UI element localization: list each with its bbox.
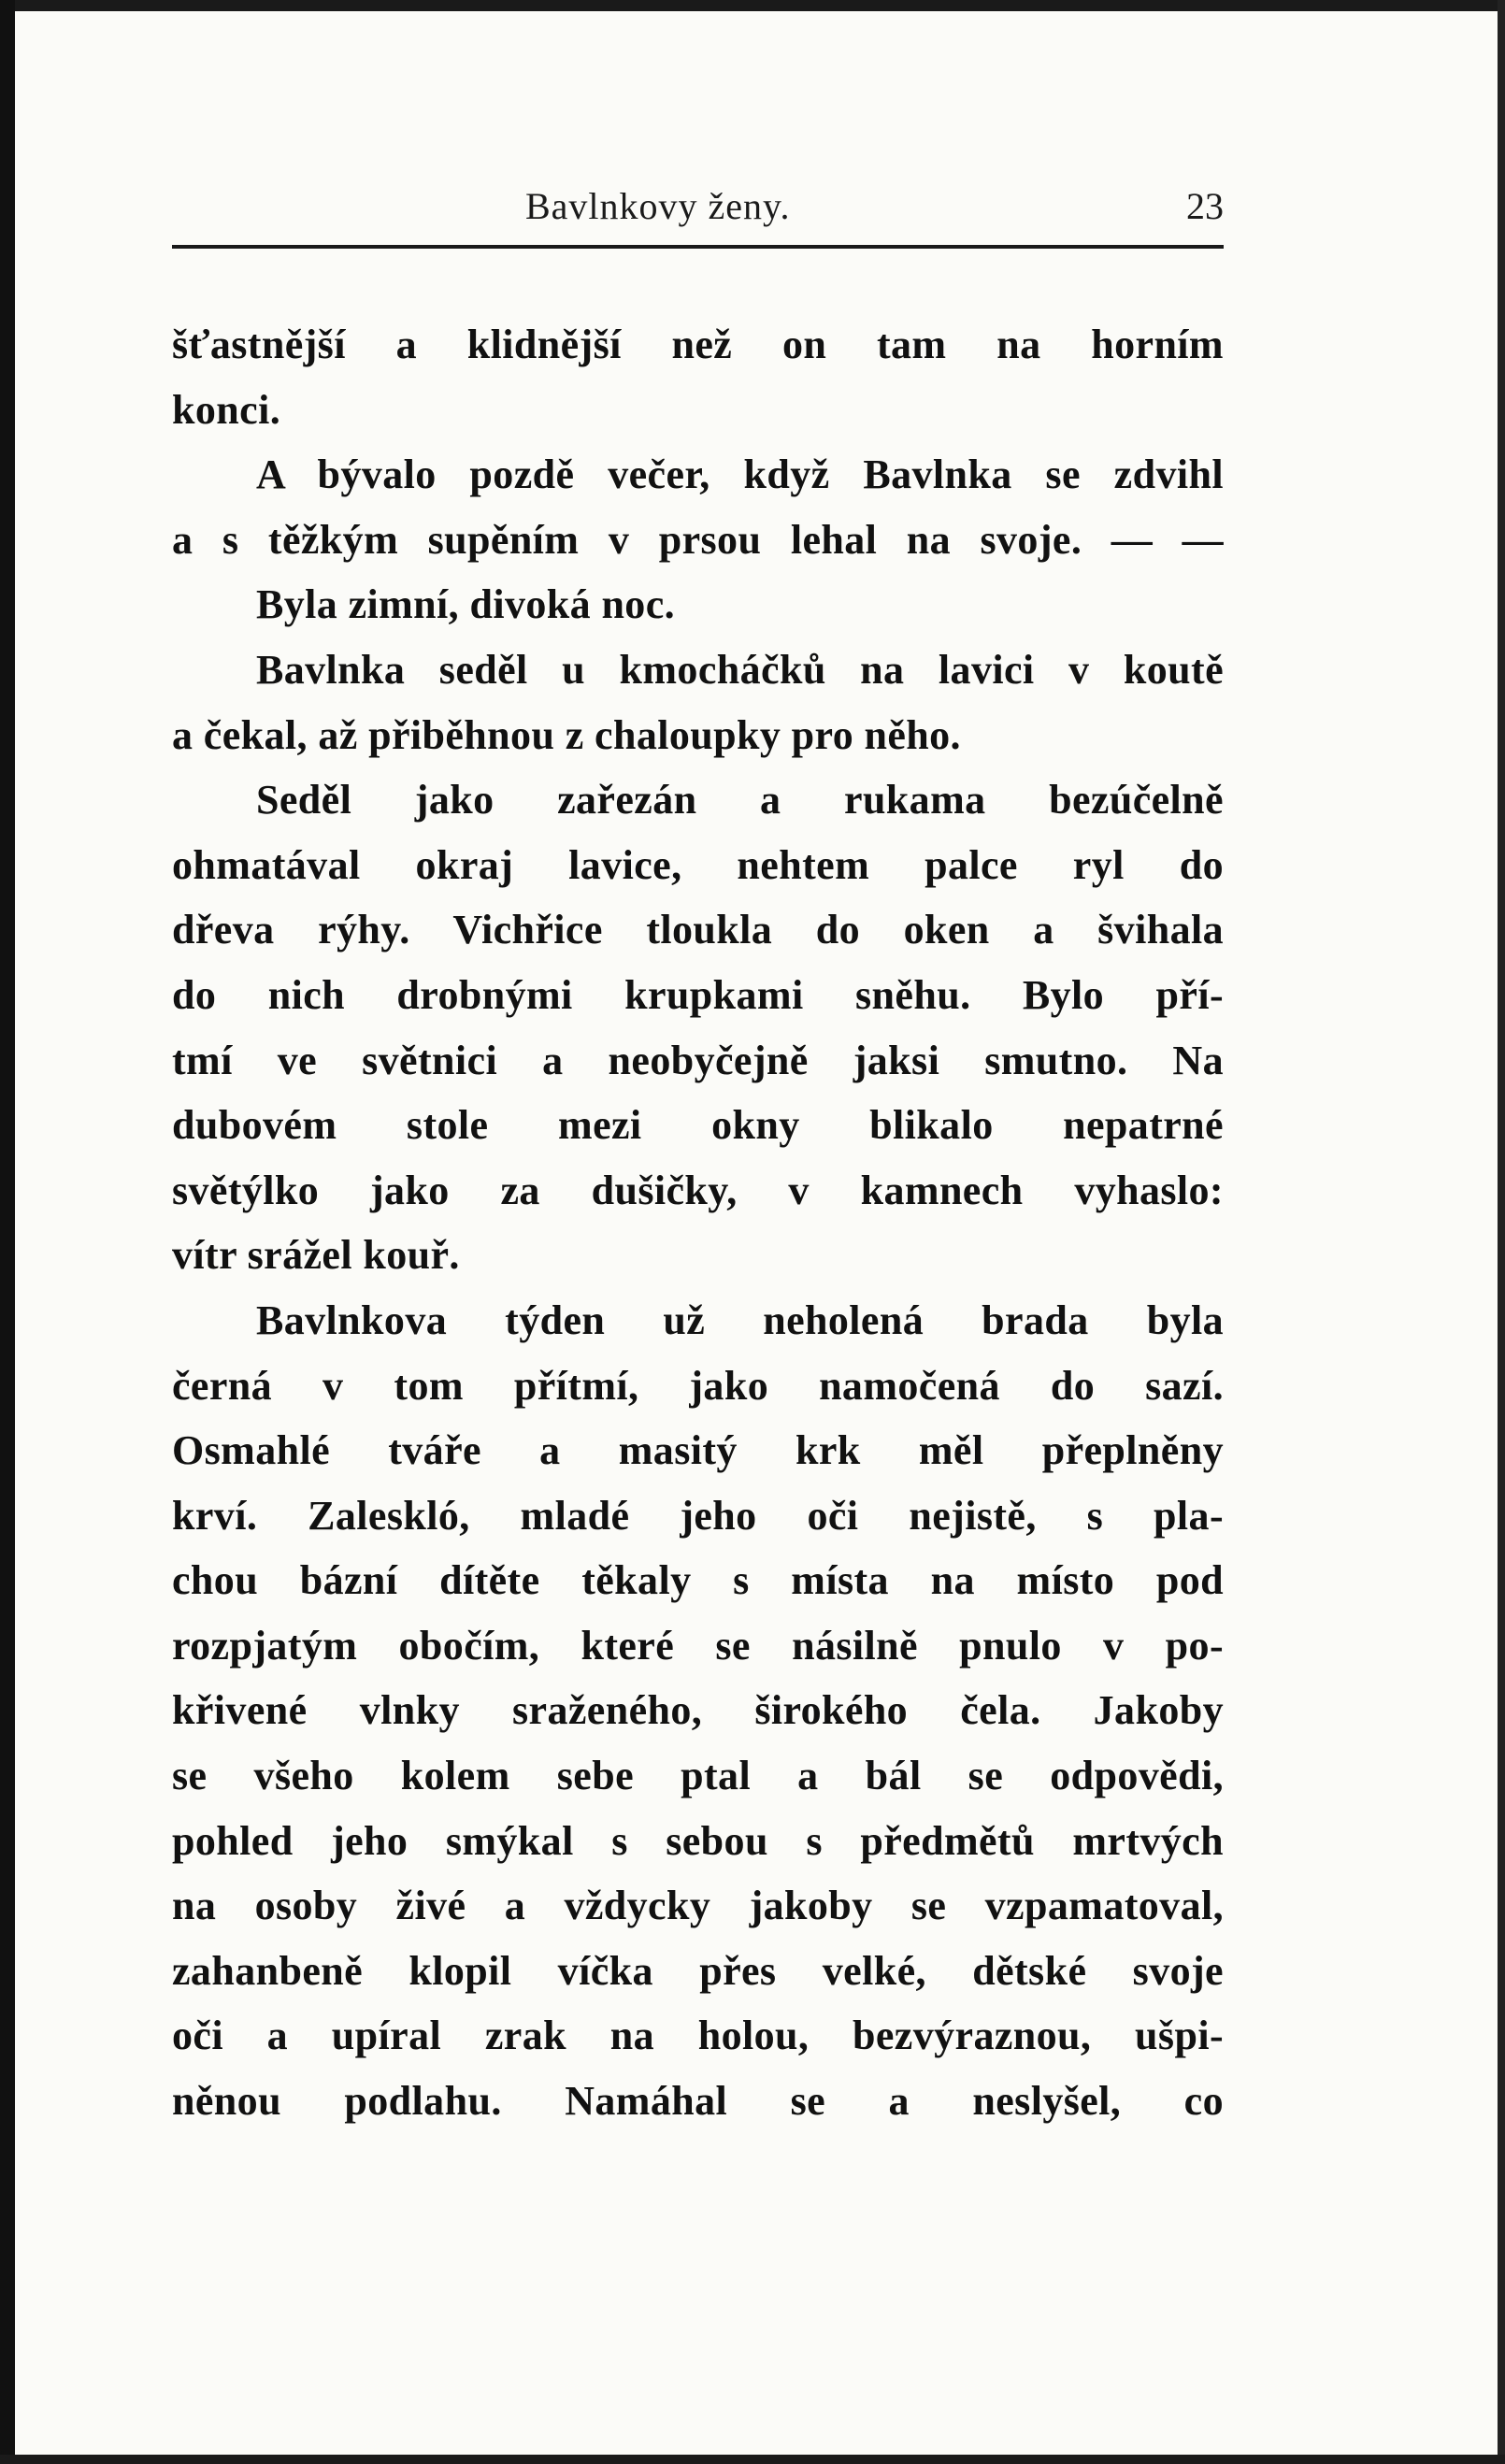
scan-border-right	[1498, 0, 1505, 2464]
text-line: A bývalo pozdě večer, když Bavlnka se zdvihl	[256, 451, 1224, 498]
text-line: se všeho kolem sebe ptal a bál se odpovědi,	[172, 1753, 1224, 1799]
page-header	[172, 11, 1228, 264]
text-line: černá v tom přítmí, jako namočená do sazí.	[172, 1362, 1224, 1409]
text-line: chou bázní dítěte těkaly s místa na místo pod	[172, 1557, 1224, 1604]
text-line: dubovém stole mezi okny blikalo nepatrné	[172, 1102, 1224, 1149]
text-line: světýlko jako za dušičky, v kamnech vyhaslo:	[172, 1167, 1224, 1213]
text-line: křivené vlnky sraženého, širokého čela. Jakoby	[172, 1687, 1224, 1734]
text-line: rozpjatým obočím, které se násilně pnulo v po-	[172, 1622, 1224, 1669]
text-line: pohled jeho smýkal s sebou s předmětů mrtvých	[172, 1817, 1224, 1864]
page-number: 23	[1186, 185, 1224, 227]
text-line: Seděl jako zařezán a rukama bezúčelně	[256, 777, 1224, 824]
book-page	[30, 11, 1488, 2455]
text-line: šťastnější a klidnější než on tam na horním	[172, 322, 1224, 367]
text-line: ohmatával okraj lavice, nehtem palce ryl do	[172, 841, 1224, 888]
running-head	[172, 184, 1224, 228]
text-line: a s těžkým supěním v prsou lehal na svoje. — —	[172, 516, 1224, 563]
scan-border-bottom	[0, 2455, 1505, 2464]
text-line: Byla zimní, divoká noc.	[256, 581, 676, 628]
text-line: konci.	[172, 386, 281, 433]
text-line: vítr srážel kouř.	[172, 1232, 460, 1279]
text-line: něnou podlahu. Namáhal se a neslyšel, co	[172, 2078, 1224, 2125]
text-line: dřeva rýhy. Vichřice tloukla do oken a švihala	[172, 907, 1224, 953]
scan-border-top	[0, 0, 1505, 11]
scan-border-left	[0, 0, 15, 2464]
text-line: Bavlnkova týden už neholená brada byla	[256, 1296, 1224, 1343]
body-text	[172, 312, 1224, 2134]
running-title: Bavlnkovy ženy.	[525, 185, 791, 227]
text-line: krví. Zaleskló, mladé jeho oči nejistě, s pla-	[172, 1492, 1224, 1539]
text-line: oči a upíral zrak na holou, bezvýraznou, ušpi-	[172, 2013, 1224, 2059]
text-line: zahanbeně klopil víčka přes velké, dětské svoje	[172, 1947, 1224, 1994]
text-line: Osmahlé tváře a masitý krk měl přeplněny	[172, 1427, 1224, 1474]
text-line: tmí ve světnici a neobyčejně jaksi smutno. Na	[172, 1037, 1224, 1083]
text-line: do nich drobnými krupkami sněhu. Bylo pří-	[172, 971, 1224, 1018]
text-line: na osoby živé a vždycky jakoby se vzpamatoval,	[172, 1883, 1224, 1929]
header-rule	[172, 245, 1224, 249]
text-line: a čekal, až přiběhnou z chaloupky pro něho.	[172, 711, 961, 758]
text-line: Bavlnka seděl u kmocháčků na lavici v koutě	[256, 646, 1224, 693]
